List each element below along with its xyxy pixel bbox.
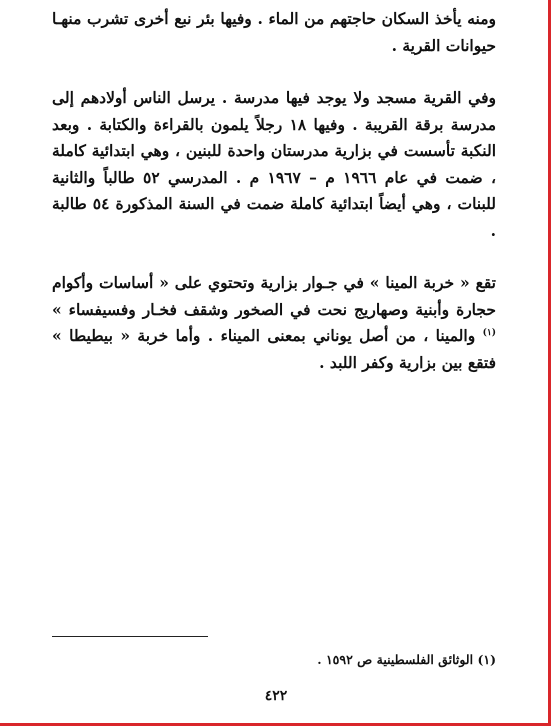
paragraph-khirbet <box>52 270 496 376</box>
footnote-reference[interactable]: (١) <box>482 327 496 338</box>
footnote-divider <box>52 636 208 637</box>
paragraph-water: ومنه يأخذ السكان حاجتهم من الماء . وفيها بئر نبع أخرى تشرب منهـا حيوانات القرية . <box>52 9 496 55</box>
footnote-text: (١) الوثائق الفلسطينية ص ١٥٩٢ . <box>317 652 496 667</box>
paragraph-khirbet-continued: والمينا ، من أصل يوناني بمعنى الميناء . وأما خربة « بيطيطا » فتقع بين بزارية وكفر اللبد . <box>52 326 496 372</box>
paragraph-schools-text: وفي القرية مسجد ولا يوجد فيها مدرسة . يرسل الناس أولادهم إلى مدرسة برقة القريبة . وفيها ١٨ رجلاً يلمون بالقراءة والكتابة . وبعد النكبة تأسست في بزارية مدرستان واحدة للبنين ، وهي ابتدائية كاملة ، ضمت في عام ١٩٦٦ م – ١٩٦٧ م . المدرسي ٥٢ طالباً والثانية للبنات ، وهي أيضاً ابتدائية كاملة ضمت في السنة المذكورة ٥٤ طالبة . <box>52 88 497 240</box>
paragraph-khirbet-text: تقع « خربة المينا » في جـوار بزارية وتحتوي على « أساسات وأكوام حجارة وأبنية وصهاريج نحت في الصخور وشقف فخـار وفسيفساء » <box>52 273 496 319</box>
page-number: ٤٢٢ <box>264 688 288 704</box>
paragraph-schools <box>52 85 496 244</box>
document-body <box>52 6 496 376</box>
